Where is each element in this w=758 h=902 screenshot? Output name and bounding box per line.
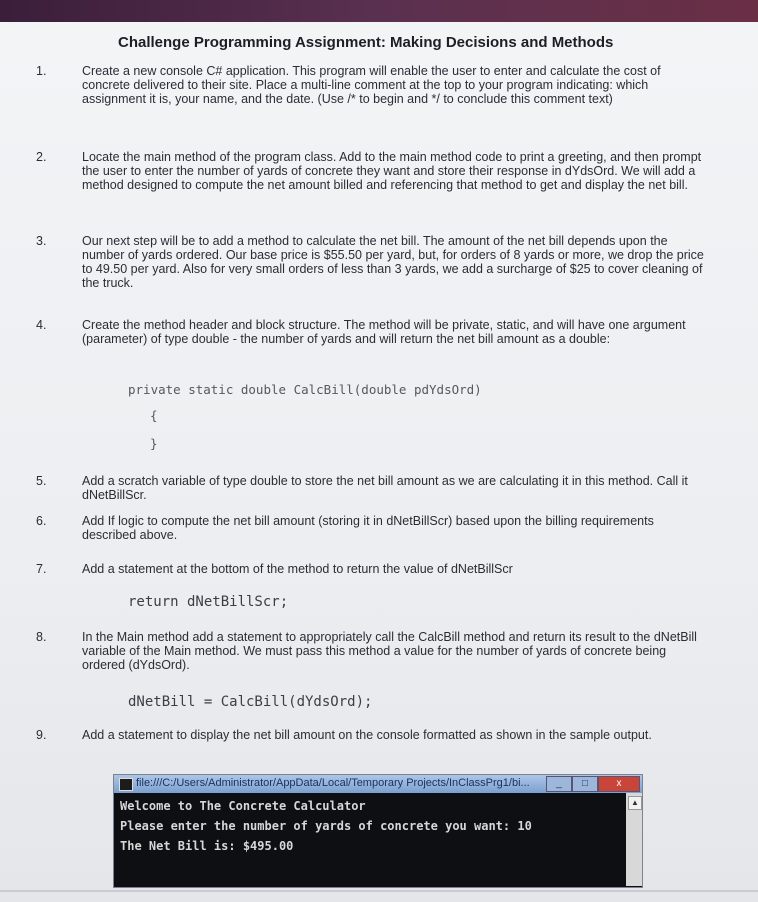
sample-output-console-window xyxy=(113,774,643,888)
close-button[interactable]: x xyxy=(598,776,640,792)
console-title-text: file:///C:/Users/Administrator/AppData/Local/Temporary Projects/InClassPrg1/bi... xyxy=(136,777,530,789)
item-number: 1. xyxy=(36,64,47,78)
console-titlebar[interactable] xyxy=(114,775,642,793)
scroll-up-arrow-icon[interactable]: ▲ xyxy=(628,796,642,810)
console-output-line: Please enter the number of yards of concrete you want: 10 xyxy=(120,819,532,833)
item-text: Add a statement at the bottom of the method to return the value of dNetBillScr xyxy=(82,562,513,576)
item-text: Create a new console C# application. This program will enable the user to enter and calculate the cost of concrete delivered to their site. Place a multi-line comment at the top to your program indicating: which assignment it is, your name, and the date. (Use /* to begin and */ to conclude this comment text) xyxy=(82,64,661,106)
top-bezel xyxy=(0,0,758,22)
item-text: In the Main method add a statement to appropriately call the CalcBill method and return its result to the dNetBill variable of the Main method. We must pass this method a value for the number of yards of concrete being ordered (dYdsOrd). xyxy=(82,630,697,672)
code-call-statement: dNetBill = CalcBill(dYdsOrd); xyxy=(128,694,373,710)
item-number: 5. xyxy=(36,474,47,488)
item-text: Locate the main method of the program class. Add to the main method code to print a greeting, and then prompt the user to enter the number of yards of concrete they want and store their response in dYdsOrd. We will add a method designed to compute the net amount billed and referencing that method to get and display the net bill. xyxy=(82,150,702,192)
code-open-brace: { xyxy=(150,408,158,423)
console-output-line: The Net Bill is: $495.00 xyxy=(120,839,294,853)
page-divider xyxy=(0,890,758,892)
code-method-header: private static double CalcBill(double pdYdsOrd) xyxy=(128,382,482,397)
console-scrollbar[interactable] xyxy=(626,793,642,886)
item-number: 8. xyxy=(36,630,47,644)
item-number: 3. xyxy=(36,234,47,248)
code-return-statement: return dNetBillScr; xyxy=(128,594,289,610)
minimize-button[interactable]: _ xyxy=(546,776,572,792)
console-output-line: Welcome to The Concrete Calculator xyxy=(120,799,366,813)
code-close-brace: } xyxy=(150,436,158,451)
item-text: Add If logic to compute the net bill amount (storing it in dNetBillScr) based upon the billing requirements described above. xyxy=(82,514,654,542)
item-text: Our next step will be to add a method to calculate the net bill. The amount of the net bill depends upon the number of yards ordered. Our base price is $55.50 per yard, but, for orders of 8 yards or more, we drop the price to 49.50 per yard. Also for very small orders of less than 3 yards, we add a surcharge of $25 to cover cleaning of the truck. xyxy=(82,234,704,290)
document-page xyxy=(0,22,758,902)
page-title: Challenge Programming Assignment: Making Decisions and Methods xyxy=(118,34,614,51)
item-number: 4. xyxy=(36,318,47,332)
item-number: 9. xyxy=(36,728,47,742)
item-text: Add a statement to display the net bill amount on the console formatted as shown in the sample output. xyxy=(82,728,652,742)
item-number: 7. xyxy=(36,562,47,576)
maximize-button[interactable]: □ xyxy=(572,776,598,792)
console-app-icon xyxy=(119,778,133,791)
item-text: Create the method header and block structure. The method will be private, static, and will have one argument (parameter) of type double - the number of yards and will return the net bill amount as a double: xyxy=(82,318,686,346)
item-text: Add a scratch variable of type double to store the net bill amount as we are calculating it in this method. Call it dNetBillScr. xyxy=(82,474,688,502)
item-number: 2. xyxy=(36,150,47,164)
item-number: 6. xyxy=(36,514,47,528)
